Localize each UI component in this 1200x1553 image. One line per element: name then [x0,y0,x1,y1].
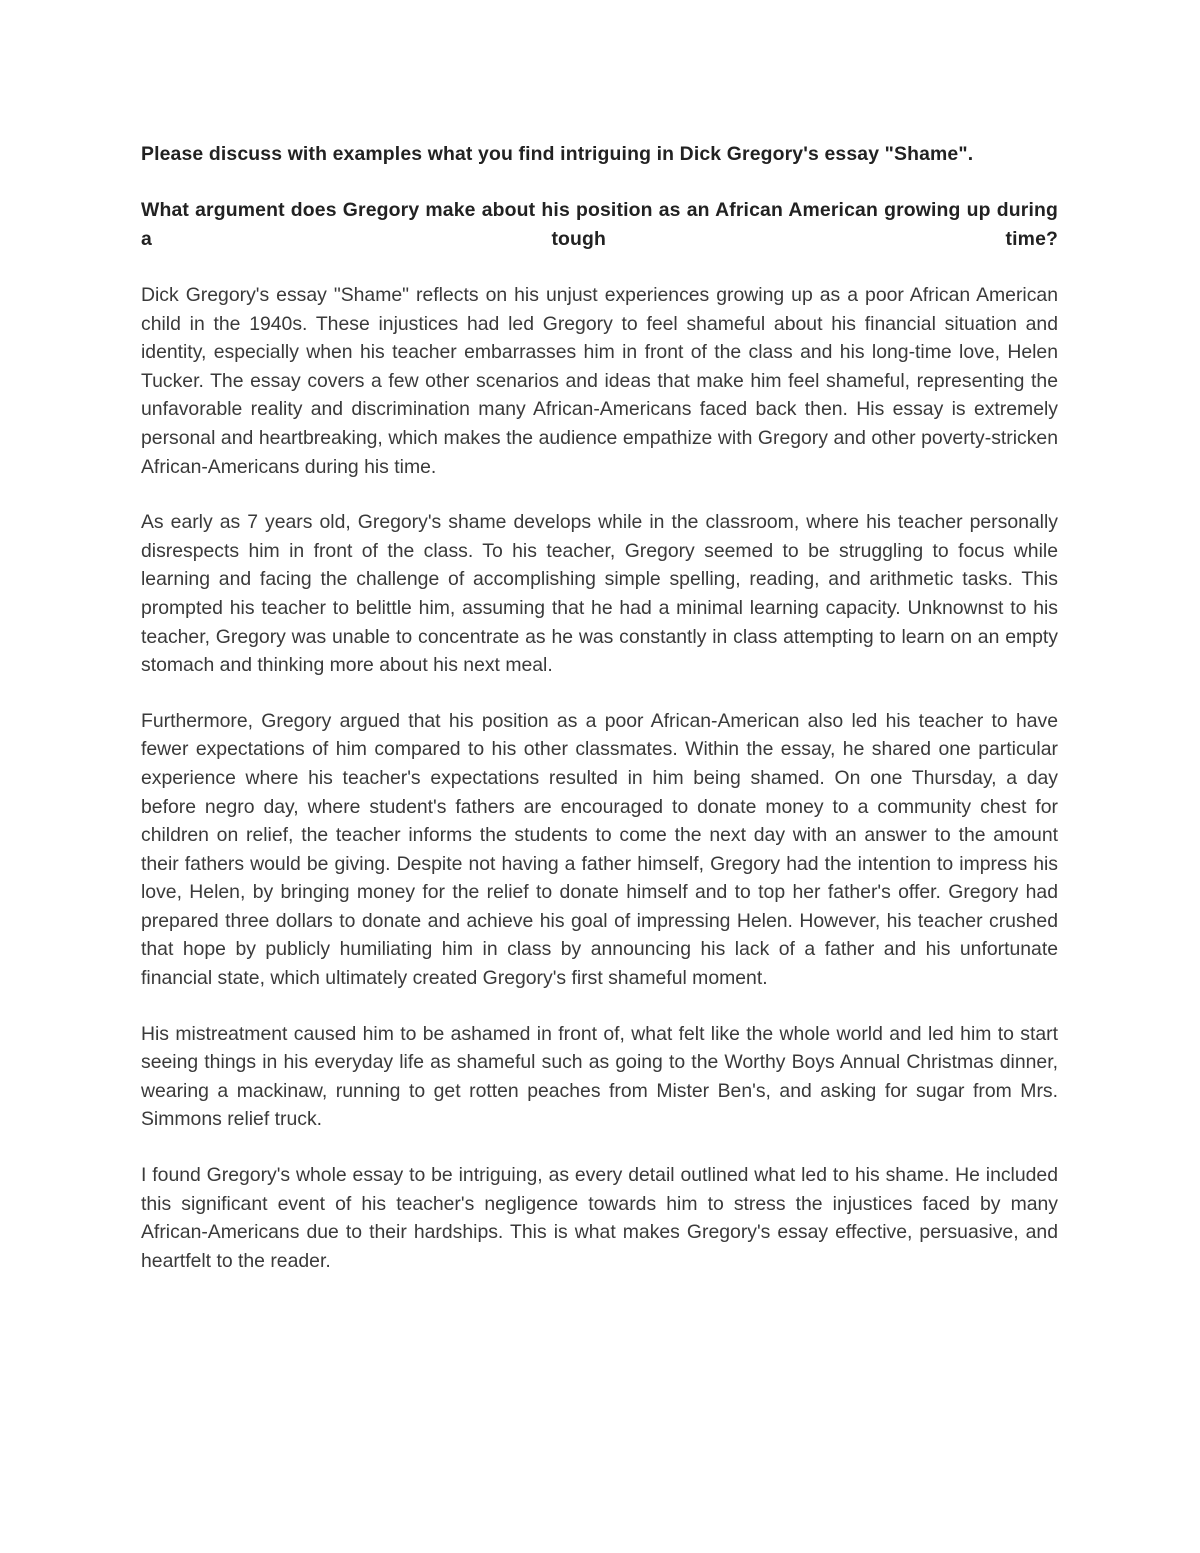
essay-paragraph-3: Furthermore, Gregory argued that his position as a poor African-American also led his teacher to have fewer expectations of him compared to his other classmates. Within the essay, he shared one particular experience where his teacher's expectations resulted in him being shamed. On one Thursday, a day before negro day, where student's fathers are encouraged to donate money to a community chest for children on relief, the teacher informs the students to come the next day with an answer to the amount their fathers would be giving. Despite not having a father himself, Gregory had the intention to impress his love, Helen, by bringing money for the relief to donate himself and to top her father's offer. Gregory had prepared three dollars to donate and achieve his goal of impressing Helen. However, his teacher crushed that hope by publicly humiliating him in class by announcing his lack of a father and his unfortunate financial state, which ultimately created Gregory's first shameful moment. [141,709,1058,990]
prompt-question-1: Please discuss with examples what you find intriguing in Dick Gregory's essay "Shame". [141,143,974,165]
essay-paragraph-4: His mistreatment caused him to be ashamed in front of, what felt like the whole world and led him to start seeing things in his everyday life as shameful such as going to the Worthy Boys Annual Christmas dinner, wearing a mackinaw, running to get rotten peaches from Mister Ben's, and asking for sugar from Mrs. Simmons relief truck. [141,1022,1058,1131]
essay-paragraph-5: I found Gregory's whole essay to be intriguing, as every detail outlined what led to his shame. He included this significant event of his teacher's negligence towards him to stress the injustices faced by many African-Americans due to their hardships. This is what makes Gregory's essay effective, persuasive, and heartfelt to the reader. [141,1164,1058,1272]
document-page [141,140,1058,1275]
essay-paragraph-1: Dick Gregory's essay "Shame" reflects on his unjust experiences growing up as a poor African American child in the 1940s. These injustices had led Gregory to feel shameful about his financial situation and identity, especially when his teacher embarrasses him in front of the class and his long-time love, Helen Tucker. The essay covers a few other scenarios and ideas that make him feel shameful, representing the unfavorable reality and discrimination many African-Americans faced back then. His essay is extremely personal and heartbreaking, which makes the audience empathize with Gregory and other poverty-stricken African-Americans during his time. [141,284,1058,478]
prompt-question-2: What argument does Gregory make about his position as an African American growing up during a tough time? [141,199,1058,250]
essay-paragraph-2: As early as 7 years old, Gregory's shame develops while in the classroom, where his teacher personally disrespects him in front of the class. To his teacher, Gregory seemed to be struggling to focus while learning and facing the challenge of accomplishing simple spelling, reading, and arithmetic tasks. This prompted his teacher to belittle him, assuming that he had a minimal learning capacity. Unknownst to his teacher, Gregory was unable to concentrate as he was constantly in class attempting to learn on an empty stomach and thinking more about his next meal. [141,511,1058,677]
